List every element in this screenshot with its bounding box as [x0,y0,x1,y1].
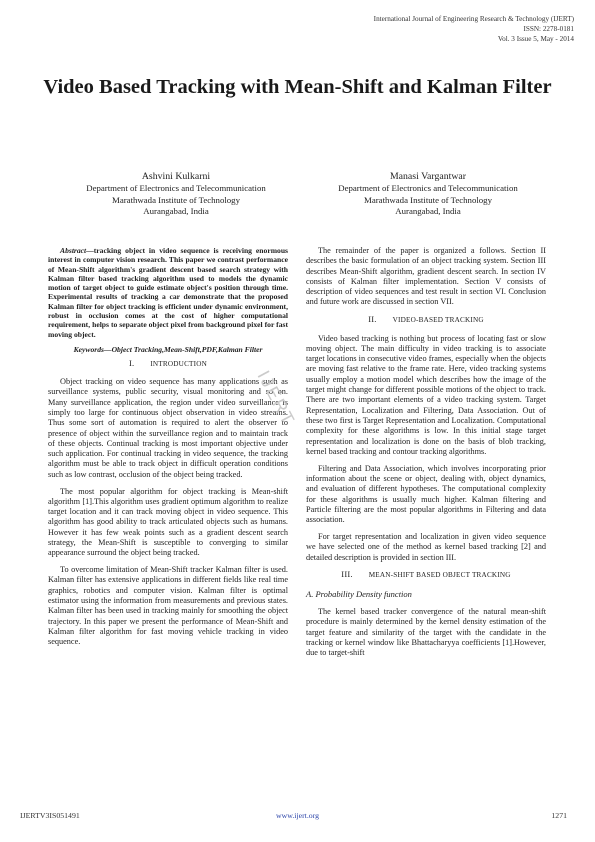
journal-issn: ISSN: 2278-0181 [523,25,574,34]
footer-website-link[interactable]: www.ijert.org [275,811,320,820]
paragraph: The kernel based tracker convergence of the natural mean-shift procedure is mainly determined by the kernel density estimation of the target feature and similarity of the target with the candidate in the tracking or kernel window like Bhattacharyya coefficients [1].However, due to target-shift [306,606,546,658]
abstract-label: Abstract [60,246,87,255]
watermark: IJERT [253,367,300,430]
right-column [306,246,546,665]
keywords: Keywords—Object Tracking,Mean-Shift,PDF,Kalman Filter [73,345,263,355]
author-department: Department of Electronics and Telecommunication [86,183,266,193]
section-heading-1: I. INTRODUCTION [128,357,208,368]
footer-page-number: 1271 [551,811,567,820]
author-block-1 [46,170,306,218]
author-city: Aurangabad, India [143,206,209,216]
journal-volume: Vol. 3 Issue 5, May - 2014 [497,35,574,44]
subsection-heading: A. Probability Density function [306,588,412,599]
author-institution: Marathwada Institute of Technology [364,194,492,205]
author-department: Department of Electronics and Telecommunication [338,183,518,193]
paragraph: To overcome limitation of Mean-Shift tracker Kalman filter is used. Kalman filter has extensive applications in different fields like real time graphics, robotics and computer vision. Kalman filter is optimal estimator using the information from measurements and previous states. Kalman filter has been used in tracking mainly for smoothing the object trajectory. In this paper we present the performance of Mean-Shift and Kalman filter algorithm for fast moving vehicle tracking in video sequence. [48,565,288,647]
author-block-2 [298,170,558,218]
paper-title: Video Based Tracking with Mean-Shift and Kalman Filter [43,76,552,98]
journal-header [374,14,574,45]
paragraph: Filtering and Data Association, which involves incorporating prior information about the scene or object, dealing with, object dynamics, and evaluation of different hypotheses. The computational complexity for these algorithms is usually much higher. Kalman filtering and Particle filtering are the most popular algorithms in Filtering and data association. [306,463,546,525]
abstract [48,246,288,339]
footer-paper-id: IJERTV3IS051491 [20,811,80,820]
paragraph: The remainder of the paper is organized a follows. Section II describes the basic formulation of an object tracking system. Section III describes Mean-Shift algorithm, gradient descent search. In section IV consists of Kalman filter implementation. Section V consists of description of video sequences and test result in section VI. Conclusion and future work are discussed in section VII. [306,246,546,307]
section-heading-3: III. MEAN-SHIFT BASED OBJECT TRACKING [341,569,511,580]
left-column [48,246,288,654]
paragraph: For target representation and localization in given video sequence we have selected one of the method as kernel based tracking [2] and detailed description is provided in section III. [306,531,546,562]
paragraph: The most popular algorithm for object tracking is Mean-shift algorithm [1].This algorithm uses gradient optimum algorithm to realize target location and it can track moving object in video sequence. This algorithm has good ability to track articulated objects such as humans. However it has few weak points such as a gradient descent search strategy, the Mean-Shift is susceptible to converging to similar appearance surround the object being tracked. [48,486,288,558]
journal-name: International Journal of Engineering Research & Technology (IJERT) [373,15,574,23]
paragraph: Video based tracking is nothing but process of locating fast or slow moving object. The main difficulty in video tracking is to associate target locations in consecutive video frames, especially when the objects are moving fast relative to the frame rate. Here, video tracking systems usually employ a motion model which describes how the image of the target might change for different possible motions of the object to track. There are two important elements of a video tracking system. Target Representation, Localization and Filtering, Data Association. Out of these two first is Target Representation and Localization. Computational complexity for these algorithms is low. In this initial stage target representation and localization is done on the basis of blob tracking, kernel based tracking and contour tracking algorithms. [306,333,546,456]
section-heading-2: II. VIDEO-BASED TRACKING [368,314,484,325]
author-institution: Marathwada Institute of Technology [112,194,240,205]
author-name: Ashvini Kulkarni [141,171,211,182]
paragraph: Object tracking on video sequence has many applications such as surveillance systems, public security, visual monitoring and so on. Many surveillance application, the region under video surveillance is simply too large for continuous object observation in video streams. Thus some sort of automation is required to alert the observer to presence of object within the surveillance region and to maintain track of these objects. Continual tracking is most important objective under such application. For continual tracking in video sequence, the tracking algorithm must be able to track object in difficult operation conditions such as low contrast, occlusion of the object being tracked. [48,377,288,479]
author-city: Aurangabad, India [395,206,461,216]
abstract-text: —tracking object in video sequence is receiving enormous interest in computer vision research. This paper we contrast performance of Mean-Shift algorithm's gradient descent based search strategy with Kalman filter based tracking algorithm used to models the dynamic motion of target object to guide estimate object's position through time. Experimental results of tracking a car demonstrate that the proposed Kalman filter for object tracking is efficient under dynamic environment, robust in occlusion comes at the cost of higher computational requirement, helps to separate object pixel from background pixel for fast moving object. [48,246,288,339]
author-name: Manasi Vargantwar [389,171,467,182]
